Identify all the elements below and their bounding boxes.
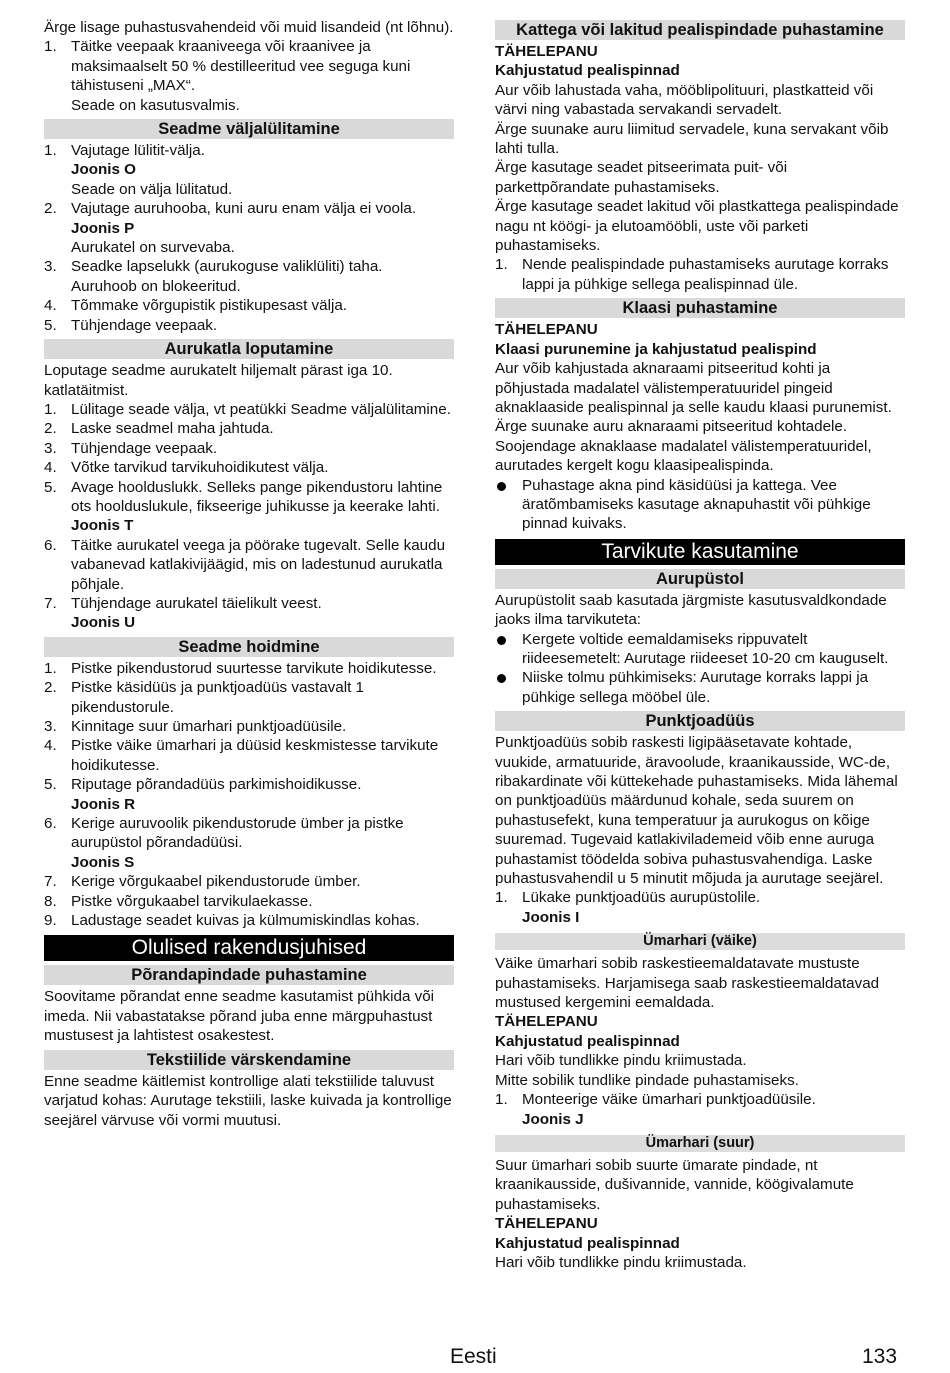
attention-label: TÄHELEPANU (495, 1215, 598, 1233)
list-item: 4. Pistke väike ümarhari ja düüsid keskmistesse tarvikute hoidikutesse. (44, 737, 439, 774)
list-item: 4. Tõmmake võrgupistik pistikupesast välja. (44, 297, 348, 315)
subsection-heading-small-brush: Ümarhari (väike) (495, 933, 905, 950)
bullet-item: Niiske tolmu pühkimiseks: Aurutage korraks lappi ja pühkige sellega mööbel üle. (495, 668, 905, 707)
paragraph: Ärge suunake auru aknaraami pitseeritud kohtadele. (495, 418, 848, 436)
list-item: 6. Täitke aurukatel veega ja pöörake tugevalt. Selle kaudu vabanevad katlakivijäägid, mis on ladestunud aurukatla põhjale. (44, 536, 446, 593)
section-heading-coated: Kattega või lakitud pealispindade puhastamine (495, 20, 905, 40)
section-heading-floor: Põrandapindade puhastamine (44, 965, 454, 985)
left-column (44, 18, 454, 1130)
list-item: 1. Täitke veepaak kraaniveega või kraanivee ja maksimaalselt 50 % destilleeritud vee seguga kuni tähistuseni „MAX“. (44, 38, 411, 95)
paragraph: Aur võib lahustada vaha, mööblipolituuri, plastkatteid või värvi ning vabastada servakandi servadelt. (495, 81, 874, 119)
list-item: 1. Lükake punktjoadüüs aurupüstolile. (495, 889, 761, 907)
paragraph: Hari võib tundlikke pindu kriimustada. (495, 1253, 747, 1271)
subsection-heading-big-brush: Ümarhari (suur) (495, 1135, 905, 1152)
textile-text: Enne seadme käitlemist kontrollige alati tekstiilide taluvust varjatud kohas: Aurutage tekstiili, laske kuivada ja kontrollige seejärel värvuse või vormi muutusi. (44, 1072, 452, 1129)
warning-subtitle: Kahjustatud pealispinnad (495, 62, 680, 80)
section-heading-rinse: Aurukatla loputamine (44, 339, 454, 359)
paragraph: Mitte sobilik tundlike pindade puhastamiseks. (495, 1071, 799, 1089)
paragraph: Soojendage aknaklaase madalatel välistemperatuuridel, aurutades kergelt kogu klaasipealispinda. (495, 437, 872, 475)
step-result: Seade on kasutusvalmis. (71, 96, 240, 114)
figure-ref: Joonis S (71, 853, 135, 871)
list-item: 6. Kerige auruvoolik pikendustorude ümber ja pistke aurupüstol põrandadüüsi. (44, 815, 404, 852)
list-item: 7. Tühjendage aurukatel täielikult veest. (44, 594, 322, 612)
rinse-intro: Loputage seadme aurukatelt hiljemalt pärast iga 10. katlatäitmist. (44, 362, 393, 399)
footer-language: Eesti (450, 1345, 497, 1368)
paragraph: Aurupüstolit saab kasutada järgmiste kasutusvaldkondade jaoks ilma tarvikuteta: (495, 591, 887, 629)
paragraph: Punktjoadüüs sobib raskesti ligipääsetavate kohtade, vuukide, armatuuride, äravoolude, kraanikausside, WC-de, ribakardinate või küttekehade puhastamiseks. Mida lähemal on punktjoadüüs määrdunud kohale, seda suurem on puhastusefekt, kuna temperatuur ja aurukogus on kõige suuremad. Tugevaid katlakivilademeid võib enne auruga puhastamist töödelda sobiva puhastusvahendiga. Laske puhastusvahendil u 5 minutit mõjuda ja aurutage seejärel. (495, 734, 898, 888)
bullet-item: Kergete voltide eemaldamiseks rippuvatelt riideesemetelt: Aurutage riideeset 10-20 cm kauguselt. (495, 630, 905, 669)
attention-label: TÄHELEPANU (495, 321, 598, 339)
bullet-icon (495, 476, 522, 534)
list-item: 7. Kerige võrgukaabel pikendustorude ümber. (44, 873, 361, 891)
section-heading-gun: Aurupüstol (495, 569, 905, 589)
step-result: Aurukatel on survevaba. (71, 239, 235, 257)
bullet-item: Puhastage akna pind käsidüüsi ja kattega. Vee äratõmbamiseks kasutage aknapuhastit või pühkige pinnad kuivaks. (495, 476, 905, 534)
warning-subtitle: Kahjustatud pealispinnad (495, 1032, 680, 1050)
list-item: 1. Vajutage lülitit-välja. (44, 142, 205, 160)
floor-text: Soovitame põrandat enne seadme kasutamist pühkida või imeda. Nii vabastatakse põrand juba enne märgpuhastust mustusest ja lahtistest osakestest. (44, 988, 435, 1045)
list-item: 2. Laske seadmel maha jahtuda. (44, 420, 274, 438)
figure-ref: Joonis U (71, 614, 136, 632)
paragraph: Ärge kasutage seadet lakitud või plastkattega pealispindade nagu nt köögi- ja elutoamööbli, uste või parketi puhastamiseks. (495, 198, 899, 255)
section-heading-jet: Punktjoadüüs (495, 711, 905, 731)
section-heading-textile: Tekstiilide värskendamine (44, 1050, 454, 1070)
figure-ref: Joonis T (71, 517, 134, 535)
list-item: 3. Seadke lapselukk (aurukoguse valiklüliti) taha. (44, 258, 383, 276)
step-result: Seade on välja lülitatud. (71, 180, 233, 198)
figure-ref: Joonis I (522, 908, 580, 926)
warning-subtitle: Kahjustatud pealispinnad (495, 1234, 680, 1252)
paragraph: Ärge kasutage seadet pitseerimata puit- või parkettpõrandate puhastamiseks. (495, 159, 788, 196)
figure-ref: Joonis O (71, 161, 136, 179)
figure-ref: Joonis J (522, 1110, 584, 1128)
figure-ref: Joonis P (71, 219, 135, 237)
list-item: 8. Pistke võrgukaabel tarvikulaekasse. (44, 892, 313, 910)
list-item: 5. Avage hoolduslukk. Selleks pange pikendustoru lahtine ots hoolduslukule, fikseerige juhikusse ja keerake lahti. (44, 478, 443, 515)
chapter-heading-accessories: Tarvikute kasutamine (495, 539, 905, 565)
paragraph: Ärge suunake auru liimitud servadele, kuna servakant võib lahti tulla. (495, 120, 889, 158)
list-item: 1. Monteerige väike ümarhari punktjoadüüsile. (495, 1091, 816, 1109)
list-item: 9. Ladustage seadet kuivas ja külmumiskindlas kohas. (44, 912, 420, 930)
page-number: 133 (862, 1345, 898, 1368)
right-column (495, 18, 905, 1272)
step-result: Auruhoob on blokeeritud. (71, 277, 241, 295)
list-item: 5. Riputage põrandadüüs parkimishoidikusse. (44, 776, 362, 794)
paragraph: Suur ümarhari sobib suurte ümarate pindade, nt kraanikausside, dušivannide, vannide, köögivalamute puhastamiseks. (495, 1156, 854, 1213)
section-heading-glass: Klaasi puhastamine (495, 298, 905, 318)
list-item: 1. Lülitage seade välja, vt peatükki Seadme väljalülitamine. (44, 400, 451, 418)
paragraph: Väike ümarhari sobib raskestieemaldatavate mustuste puhastamiseks. Harjamisega saab raskestieemaldatavad mustused kergemini eemaldada. (495, 955, 880, 1012)
bullet-icon (495, 668, 522, 707)
intro-text: Ärge lisage puhastusvahendeid või muid lisandeid (nt lõhnu). (44, 19, 454, 36)
list-item: 1. Nende pealispindade puhastamiseks aurutage korraks lappi ja pühkige sellega pealispinnad üle. (495, 256, 889, 293)
chapter-heading-tips: Olulised rakendusjuhised (44, 935, 454, 961)
list-item: 4. Võtke tarvikud tarvikuhoidikutest välja. (44, 459, 329, 477)
list-item: 5. Tühjendage veepaak. (44, 316, 218, 334)
section-heading-storage: Seadme hoidmine (44, 637, 454, 657)
list-item: 3. Kinnitage suur ümarhari punktjoadüüsile. (44, 718, 347, 735)
list-item: 2. Pistke käsidüüs ja punktjoadüüs vastavalt 1 pikendustorule. (44, 679, 364, 716)
warning-subtitle: Klaasi purunemine ja kahjustatud pealispind (495, 340, 817, 358)
list-item: 3. Tühjendage veepaak. (44, 439, 218, 457)
section-heading-switch-off: Seadme väljalülitamine (44, 119, 454, 139)
attention-label: TÄHELEPANU (495, 43, 598, 60)
list-item: 2. Vajutage auruhooba, kuni auru enam välja ei voola. (44, 200, 417, 218)
paragraph: Aur võib kahjustada aknaraami pitseeritud kohti ja põhjustada madalatel välistemperatuuridel pingeid aknaklaaside pealispinnal ja selle kaudu klaasi purunemist. (495, 360, 892, 416)
figure-ref: Joonis R (71, 795, 136, 813)
paragraph: Hari võib tundlikke pindu kriimustada. (495, 1052, 747, 1070)
bullet-icon (495, 630, 522, 669)
list-item: 1. Pistke pikendustorud suurtesse tarvikute hoidikutesse. (44, 659, 437, 677)
attention-label: TÄHELEPANU (495, 1013, 598, 1031)
